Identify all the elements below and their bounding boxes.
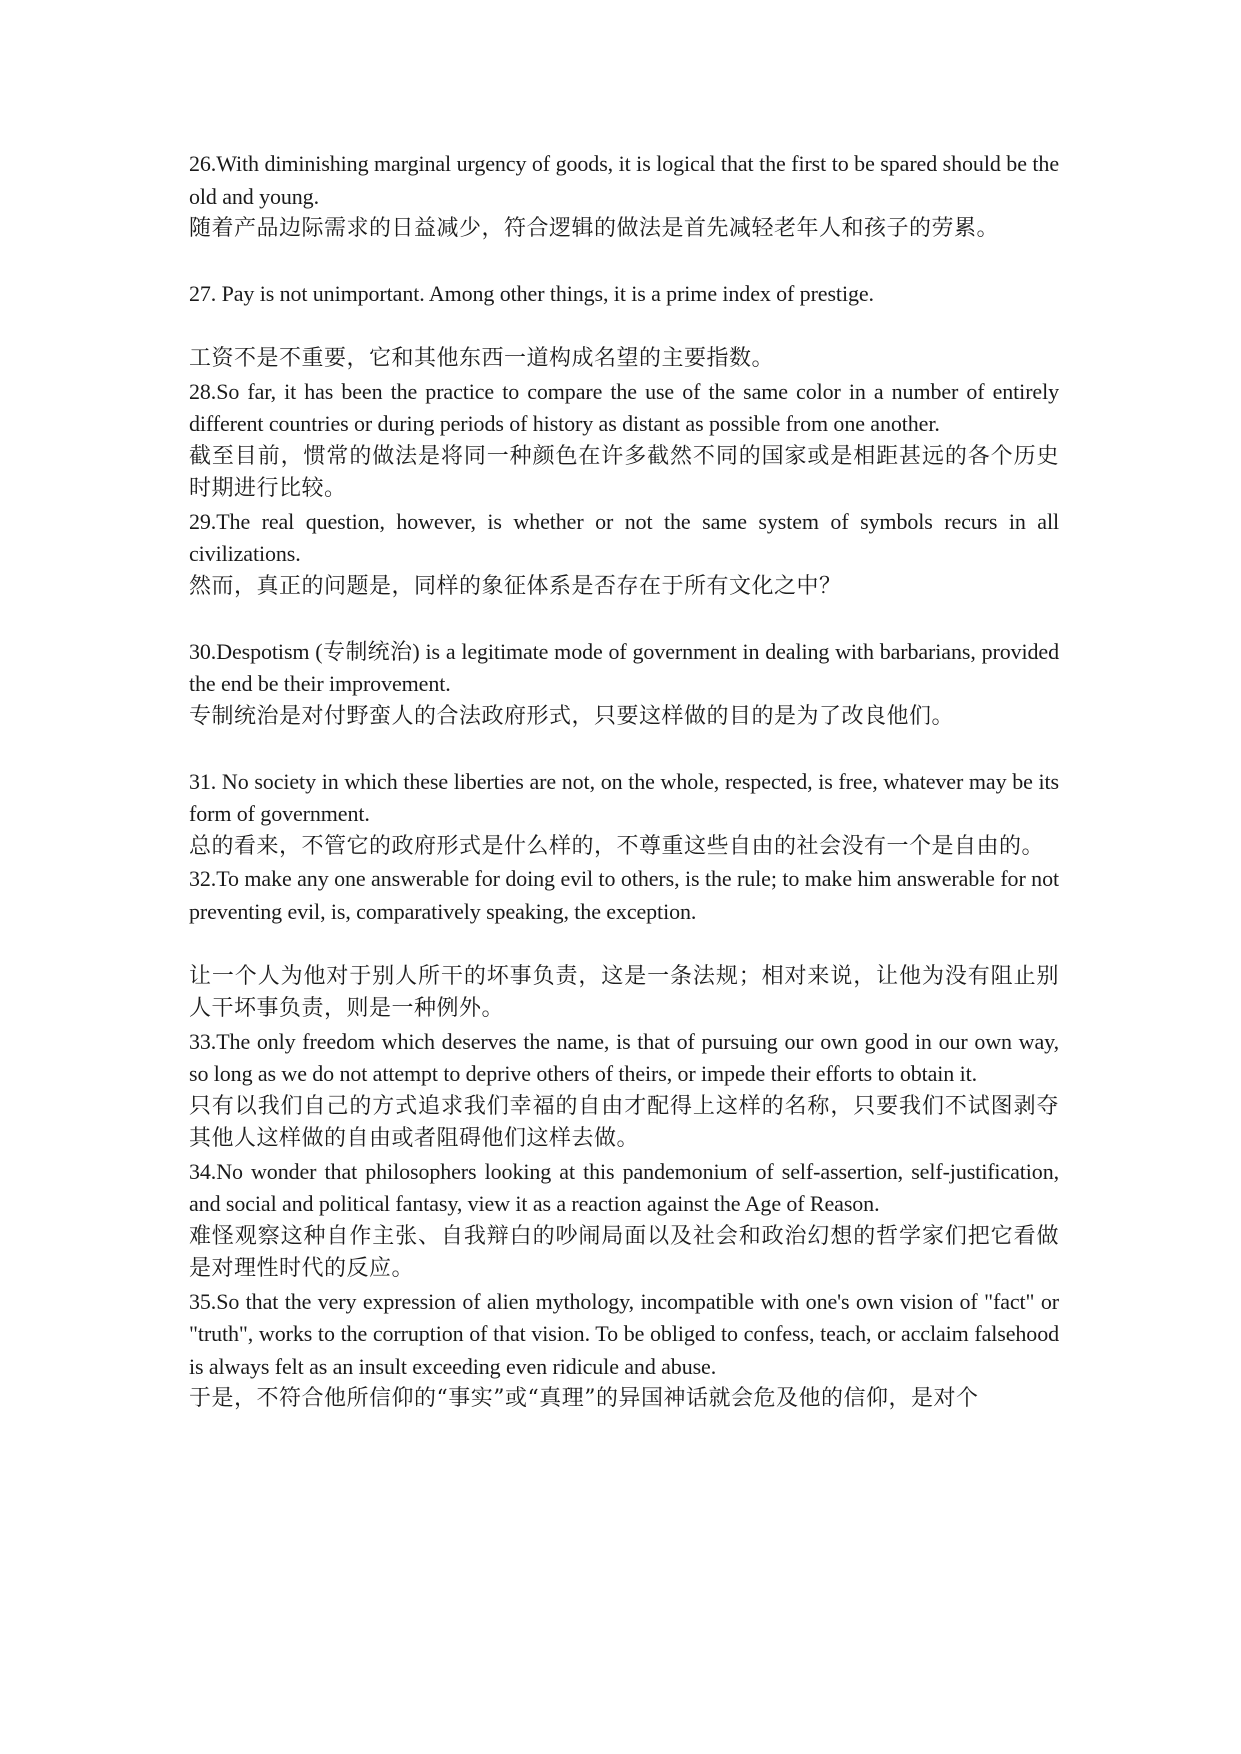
sentence-35-chinese: 于是，不符合他所信仰的“事实”或“真理”的异国神话就会危及他的信仰，是对个 — [189, 1386, 979, 1411]
sentence-31-chinese: 总的看来，不管它的政府形式是什么样的，不尊重这些自由的社会没有一个是自由的。 — [189, 833, 1045, 859]
sentence-33-english: 33.The only freedom which deserves the name, is that of pursuing our own good in our own way, so long as we do not attempt to deprive others of theirs, or impede their efforts to obtain it. — [189, 1028, 1059, 1086]
sentence-32-english: 32.To make any one answerable for doing evil to others, is the rule; to make him answerable for not preventing evil, is, comparatively speaking, the exception. — [189, 866, 1059, 924]
sentence-35-english: 35.So that the very expression of alien mythology, incompatible with one's own vision of "fact" or "truth", works to the corruption of that vision. To be obliged to confess, teach, or acclaim falsehood is always felt as an insult exceeding even ridicule and abuse. — [189, 1288, 1059, 1379]
sentence-26-english: 26.With diminishing marginal urgency of goods, it is logical that the first to be spared should be the old and young. — [189, 151, 1059, 209]
blank-line — [189, 603, 1059, 636]
blank-line — [189, 928, 1059, 961]
blank-line — [189, 733, 1059, 766]
sentence-30-chinese: 专制统治是对付野蛮人的合法政府形式，只要这样做的目的是为了改良他们。 — [189, 703, 955, 729]
sentence-26-chinese: 随着产品边际需求的日益减少，符合逻辑的做法是首先减轻老年人和孩子的劳累。 — [189, 216, 1000, 241]
document-page — [189, 148, 1059, 1416]
sentence-33-chinese: 只有以我们自己的方式追求我们幸福的自由才配得上这样的名称，只要我们不试图剥夺其他人这样做的自由或者阻碍他们这样去做。 — [189, 1093, 1059, 1151]
sentence-31-english: 31. No society in which these liberties are not, on the whole, respected, is free, whatever may be its form of government. — [189, 768, 1059, 826]
sentence-29-chinese: 然而，真正的问题是，同样的象征体系是否存在于所有文化之中？ — [189, 573, 842, 599]
blank-line — [189, 311, 1059, 344]
sentence-29-english: 29.The real question, however, is whether or not the same system of symbols recurs in all civilizations. — [189, 508, 1059, 566]
blank-line — [189, 246, 1059, 279]
sentence-27-chinese: 工资不是不重要，它和其他东西一道构成名望的主要指数。 — [189, 346, 775, 371]
sentence-34-chinese: 难怪观察这种自作主张、自我辩白的吵闹局面以及社会和政治幻想的哲学家们把它看做是对理性时代的反应。 — [189, 1223, 1059, 1281]
sentence-28-chinese: 截至目前，惯常的做法是将同一种颜色在许多截然不同的国家或是相距甚远的各个历史时期进行比较。 — [189, 443, 1059, 501]
sentence-28-english: 28.So far, it has been the practice to compare the use of the same color in a number of entirely different countries or during periods of history as distant as possible from one another. — [189, 378, 1059, 436]
sentence-30-english: 30.Despotism (专制统治) is a legitimate mode of government in dealing with barbarians, provided the end be their improvement. — [189, 638, 1059, 696]
sentence-32-chinese: 让一个人为他对于别人所干的坏事负责，这是一条法规；相对来说，让他为没有阻止别人干坏事负责，则是一种例外。 — [189, 963, 1059, 1021]
sentence-34-english: 34.No wonder that philosophers looking at this pandemonium of self-assertion, self-justification, and social and political fantasy, view it as a reaction against the Age of Reason. — [189, 1158, 1059, 1216]
sentence-27-english: 27. Pay is not unimportant. Among other things, it is a prime index of prestige. — [189, 281, 874, 306]
